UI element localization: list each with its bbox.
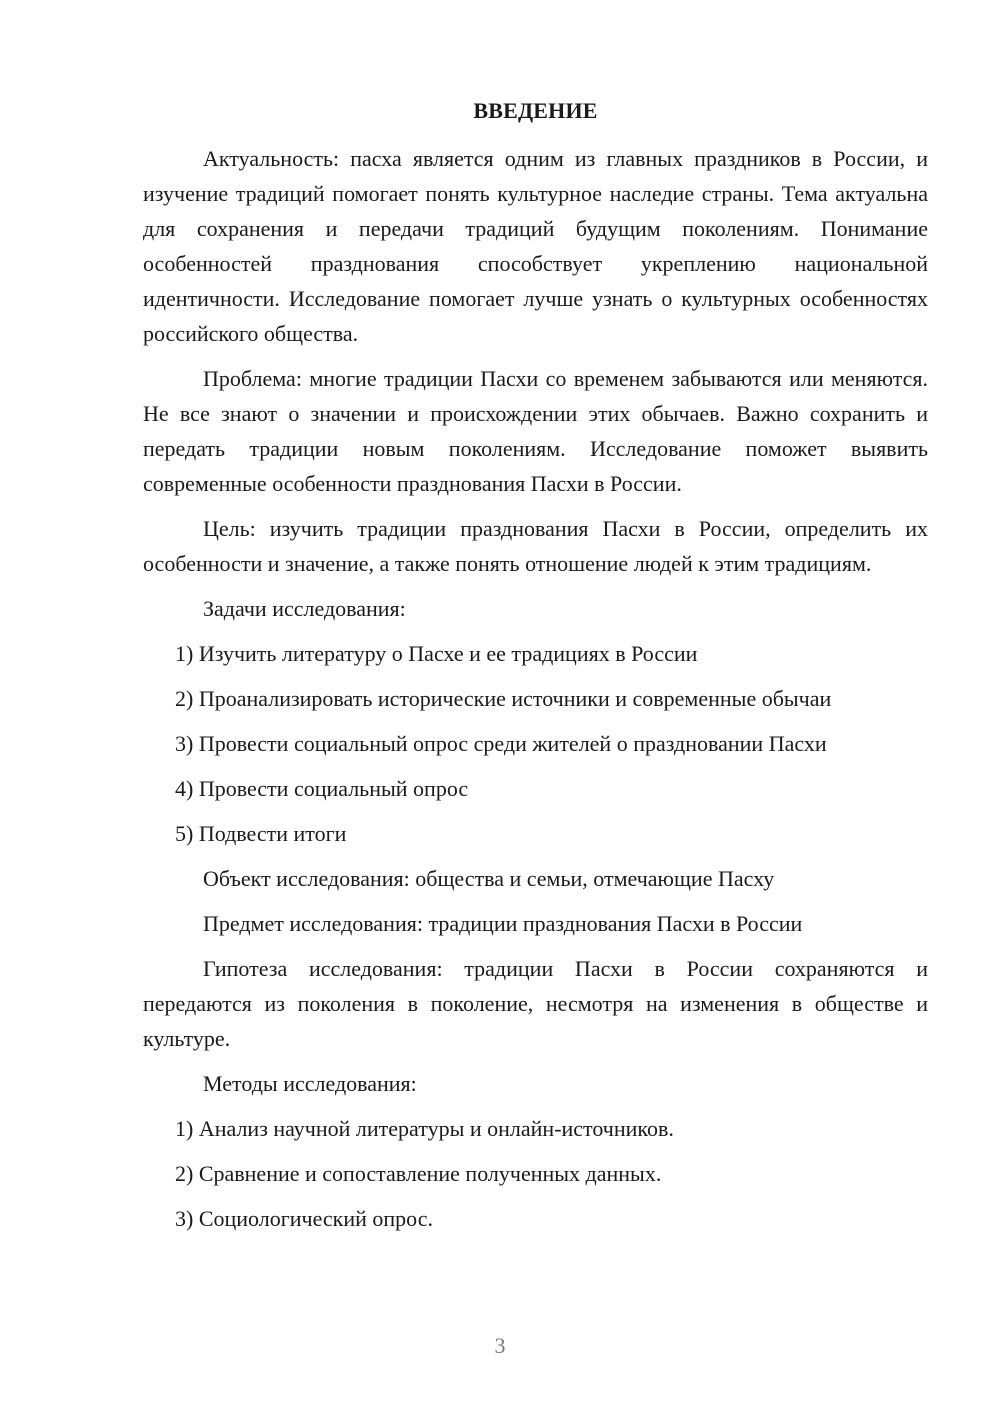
list-item: 1) Анализ научной литературы и онлайн-источников. bbox=[175, 1116, 674, 1141]
object-line: Объект исследования: общества и семьи, отмечающие Пасху bbox=[203, 866, 775, 891]
section-title: ВВЕДЕНИЕ bbox=[473, 98, 598, 123]
page-number: 3 bbox=[494, 1333, 506, 1358]
list-item: 2) Сравнение и сопоставление полученных данных. bbox=[175, 1161, 662, 1186]
list-item: 1) Изучить литературу о Пасхе и ее традициях в России bbox=[175, 641, 698, 666]
goal-paragraph: Цель: изучить традиции празднования Пасхи в России, определить их особенности и значение, а также понять отношение людей к этим традициям. bbox=[143, 516, 928, 576]
tasks-list bbox=[143, 636, 928, 851]
relevance-paragraph: Актуальность: пасха является одним из главных праздников в России, и изучение традиций помогает понять культурное наследие страны. Тема актуальна для сохранения и передачи традиций будущим поколениям. Понимание особенностей празднования способствует укреплению национальной идентичности. Исследование помогает лучше узнать о культурных особенностях российского общества. bbox=[143, 146, 928, 346]
list-item: 3) Провести социальный опрос среди жителей о праздновании Пасхи bbox=[175, 731, 827, 756]
tasks-heading: Задачи исследования: bbox=[203, 596, 406, 621]
subject-line: Предмет исследования: традиции празднования Пасхи в России bbox=[203, 911, 803, 936]
list-item: 4) Провести социальный опрос bbox=[175, 776, 469, 801]
hypothesis-paragraph: Гипотеза исследования: традиции Пасхи в России сохраняются и передаются из поколения в поколение, несмотря на изменения в обществе и культуре. bbox=[143, 956, 928, 1051]
list-item: 3) Социологический опрос. bbox=[175, 1206, 433, 1231]
problem-paragraph: Проблема: многие традиции Пасхи со временем забываются или меняются. Не все знают о значении и происхождении этих обычаев. Важно сохранить и передать традиции новым поколениям. Исследование поможет выявить современные особенности празднования Пасхи в России. bbox=[143, 366, 928, 496]
methods-list bbox=[143, 1111, 928, 1236]
methods-heading: Методы исследования: bbox=[203, 1071, 417, 1096]
list-item: 5) Подвести итоги bbox=[175, 821, 347, 846]
page-content bbox=[143, 97, 928, 1246]
list-item: 2) Проанализировать исторические источники и современные обычаи bbox=[175, 686, 832, 711]
